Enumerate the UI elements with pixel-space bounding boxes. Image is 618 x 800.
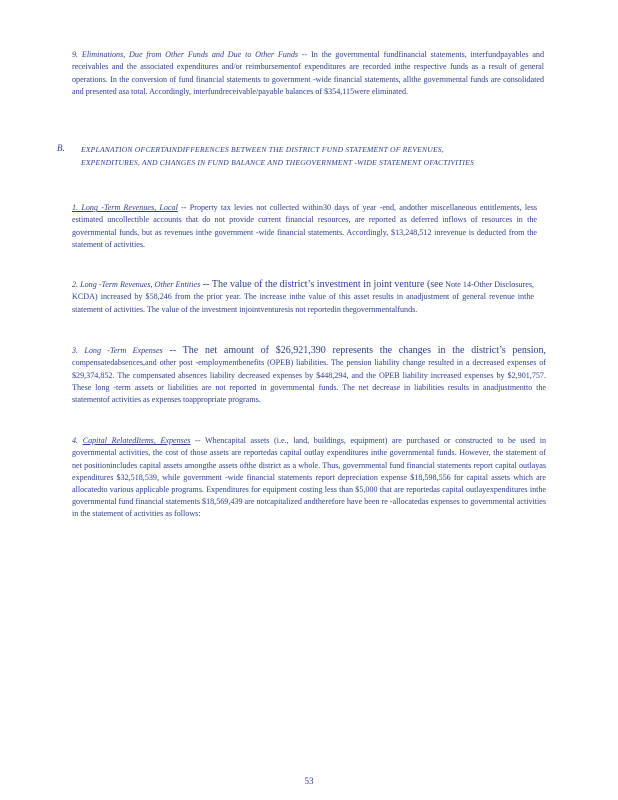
item-b1-paragraph (72, 202, 537, 251)
item-b2-lead: 2. Long -Term Revenues, Other Entities (72, 280, 201, 290)
page-number: 53 (304, 776, 314, 786)
item-b3-mid: -- The net amount of $26,921,390 represents the changes in the district’s pension, (162, 345, 547, 357)
item-b2-paragraph (72, 279, 534, 316)
item-b4-body: -- Whencapital assets (i.e., land, buildings, equipment) are purchased or constructed to be used in governmental activities, the cost of those assets are reportedas capital outlay expenditures inthe governmental funds. However, the statement of net positionincludes capital assets amongthe assets ofthe district as a whole. Thus, governmental fund financial statements report capital outlayas expenditures $32,518,539, while government -wide financial statements report depreciation expense $18,598,556 for capital assets which are allocatedto various applicable programs. Expenditures for equipment costing less than $5,000 that are reportedas capital outlayexpenditures inthe governmental fund financial statements $18,569,439 are notcapitalized andtherefore have been re -allocatedas expenses to governmental activities in the statement of activities as follows: (72, 436, 546, 519)
note-9-paragraph (72, 49, 544, 98)
section-b-heading: EXPLANATION OFCERTAINDIFFERENCES BETWEEN THE DISTRICT FUND STATEMENT OF REVENUES, EXPENDITURES, AND CHANGES IN FUND BALANCE AND THEGOVERNMENT -WIDE STATEMENT OFACTIVITIES (81, 145, 474, 167)
item-b3-paragraph (72, 345, 546, 406)
section-b-letter: B. (57, 143, 65, 153)
item-b4-num: 4. (72, 436, 79, 446)
item-b3-body: compensatedabsences,and other post -employmentbenefits (OPEB) liabilities. The pension liability change resulted in a decreased expenses of $29,374,852. The compensated absences liability decreased expenses by $448,294, and the OPEB liability increased expenses by $2,901,757. These long -term assets or liabilities are not reported in governmental funds. The net decrease in liabilities results in anadjustmentto the statementof activities as expenses toappropriate programs. (72, 358, 546, 404)
item-b1-body: -- Property tax levies not collected within30 days of year -end, andother miscellaneous entitlements, less estimated uncollectible accounts that do not provide current financial resources, are reported as deferred inflows of resources in the governmental funds, but as revenues inthe government -wide financial statements. Accordingly, $13,248,512 inrevenue is deducted from the statement of activities. (72, 203, 537, 249)
item-b4-paragraph (72, 435, 546, 520)
note-9-body: -- In the governmental fundfinancial statements, interfundpayables and receivables and the associated expenditures and/or reimbursementof expenditures are recorded inthe respective funds as a result of general operations. In the conversion of fund financial statements to government -wide financial statements, allthe governmental funds are consolidated and presented asa total. Accordingly, interfundreceivable/payable balances of $354,115were eliminated. (72, 50, 545, 96)
item-b2-body: Note 14-Other Disclosures, KCDA) increased by $58,246 from the prior year. The increase inthe value of this asset results in anadjustment of general revenue inthe statement of activities. The value of the investment injointventuresis not reportedin thegovernmentalfunds. (72, 280, 534, 314)
item-b4-lead: Capital RelatedItems, Expenses (82, 436, 191, 446)
note-9-lead: 9. Eliminations, Due from Other Funds and Due to Other Funds (72, 50, 299, 60)
item-b3-lead: 3. Long -Term Expenses (72, 346, 163, 356)
item-b1-lead: 1. Long -Term Revenues, Local (72, 203, 178, 213)
item-b2-mid: -- The value of the district’s investment in joint venture (see (200, 279, 444, 291)
